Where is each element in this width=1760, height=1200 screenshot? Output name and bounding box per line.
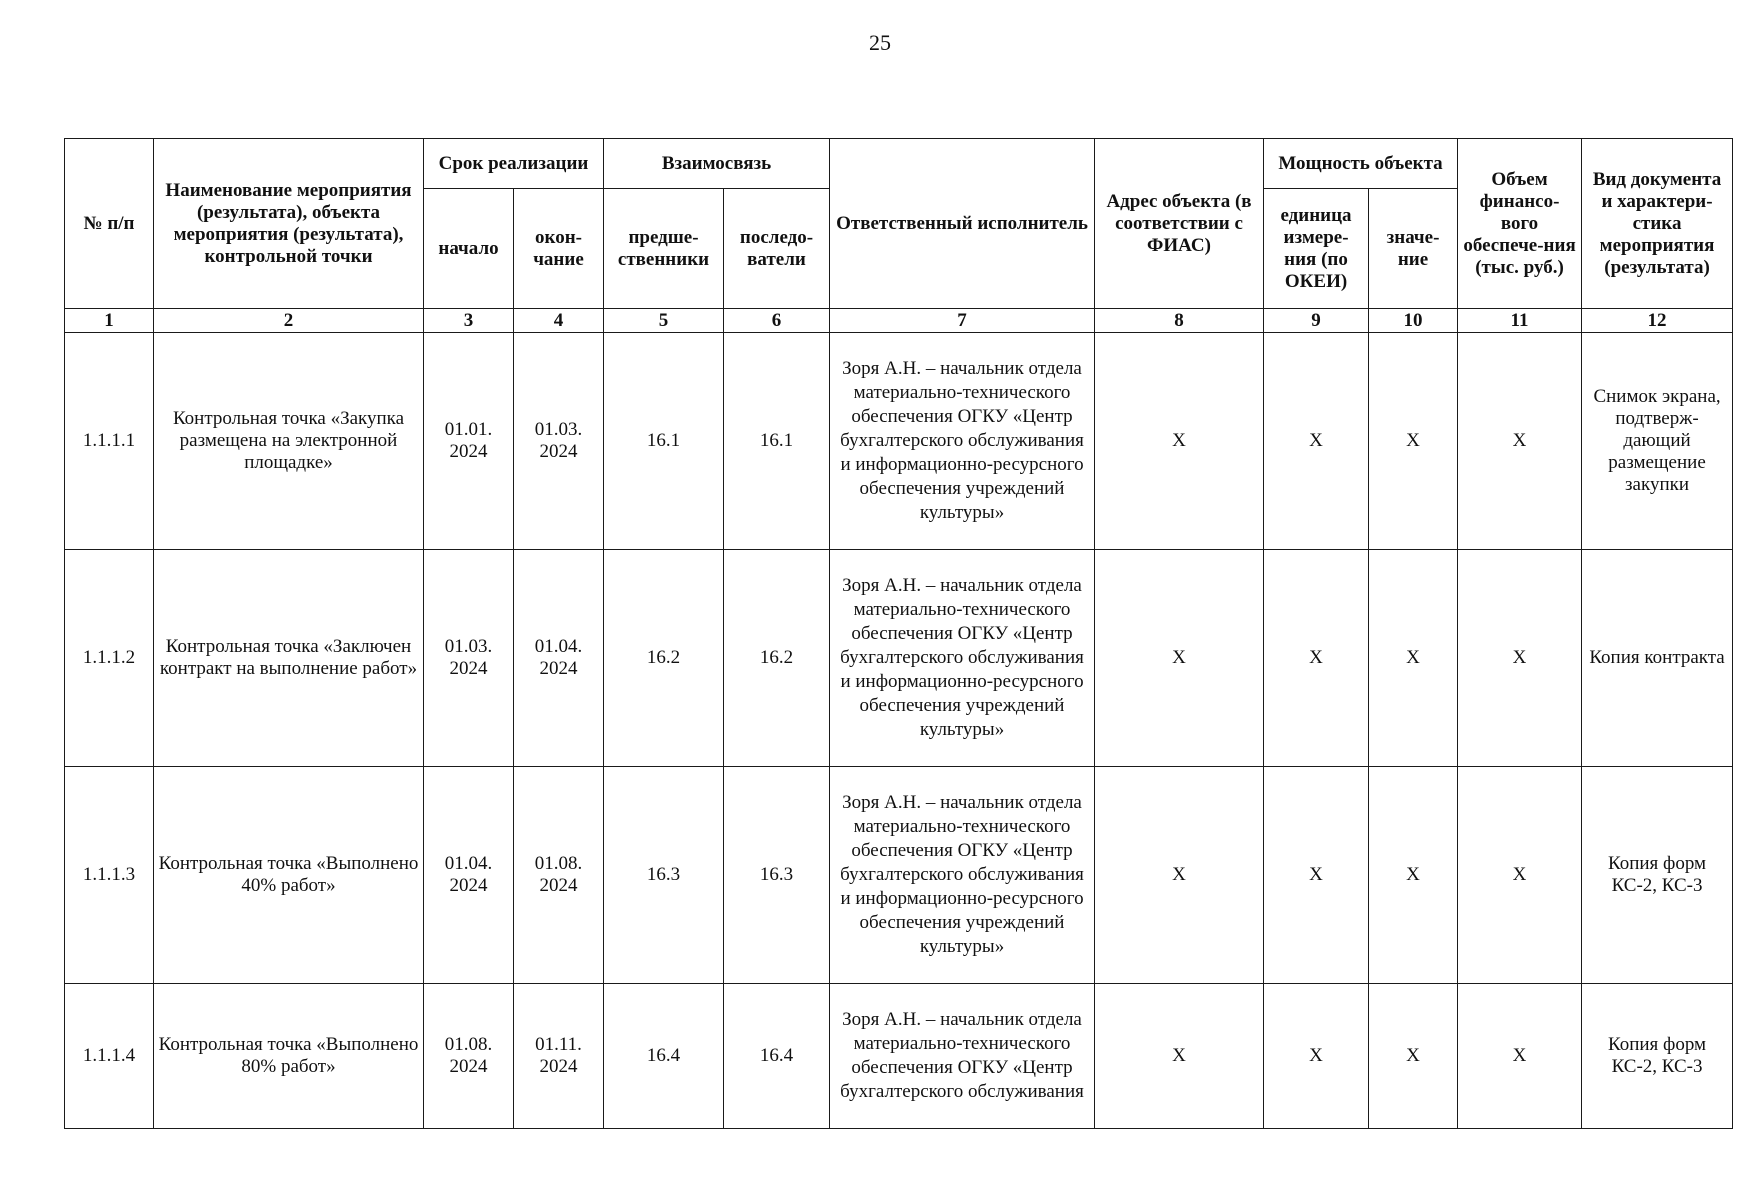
row-document: Копия форм КС-2, КС-3: [1582, 984, 1733, 1129]
row-finance: X: [1458, 550, 1582, 767]
column-number: 9: [1264, 309, 1369, 333]
column-number: 1: [65, 309, 154, 333]
row-document: Копия контракта: [1582, 550, 1733, 767]
row-finance: X: [1458, 984, 1582, 1129]
header-unit: единица измере-ния (по ОКЕИ): [1264, 189, 1369, 309]
page-number: 25: [869, 30, 891, 55]
table-row: [65, 767, 1733, 984]
row-name: Контрольная точка «Выполнено 40% работ»: [154, 767, 424, 984]
row-end: 01.11. 2024: [514, 984, 604, 1129]
column-number: 6: [724, 309, 830, 333]
row-value: X: [1369, 333, 1458, 550]
header-term-group: Срок реализации: [424, 139, 604, 189]
column-numbers-row: [65, 309, 1733, 333]
column-number: 8: [1095, 309, 1264, 333]
row-executor: Зоря А.Н. – начальник отдела материально-технического обеспечения ОГКУ «Центр бухгалтерского обслуживания и информационно-ресурсного обеспечения учреждений культуры»: [830, 550, 1095, 767]
row-document: Копия форм КС-2, КС-3: [1582, 767, 1733, 984]
header-successors: последо-ватели: [724, 189, 830, 309]
row-number: 1.1.1.3: [65, 767, 154, 984]
row-address: X: [1095, 767, 1264, 984]
row-end: 01.03. 2024: [514, 333, 604, 550]
column-number: 5: [604, 309, 724, 333]
header-finance: Объем финансо-вого обеспече-ния (тыс. руб.): [1458, 139, 1582, 309]
row-predecessors: 16.1: [604, 333, 724, 550]
row-address: X: [1095, 333, 1264, 550]
column-number: 10: [1369, 309, 1458, 333]
row-address: X: [1095, 550, 1264, 767]
table-row: [65, 984, 1733, 1129]
row-unit: X: [1264, 333, 1369, 550]
row-predecessors: 16.2: [604, 550, 724, 767]
header-start: начало: [424, 189, 514, 309]
header-address: Адрес объекта (в соответствии с ФИАС): [1095, 139, 1264, 309]
row-unit: X: [1264, 984, 1369, 1129]
column-number: 12: [1582, 309, 1733, 333]
row-end: 01.08. 2024: [514, 767, 604, 984]
row-finance: X: [1458, 333, 1582, 550]
header-capacity-group: Мощность объекта: [1264, 139, 1458, 189]
row-number: 1.1.1.2: [65, 550, 154, 767]
header-end: окон-чание: [514, 189, 604, 309]
row-successors: 16.3: [724, 767, 830, 984]
row-start: 01.03. 2024: [424, 550, 514, 767]
row-unit: X: [1264, 550, 1369, 767]
row-name: Контрольная точка «Закупка размещена на электронной площадке»: [154, 333, 424, 550]
row-unit: X: [1264, 767, 1369, 984]
header-link-group: Взаимосвязь: [604, 139, 830, 189]
row-name: Контрольная точка «Заключен контракт на выполнение работ»: [154, 550, 424, 767]
row-predecessors: 16.4: [604, 984, 724, 1129]
row-number: 1.1.1.4: [65, 984, 154, 1129]
row-successors: 16.2: [724, 550, 830, 767]
row-successors: 16.1: [724, 333, 830, 550]
table-row: [65, 550, 1733, 767]
row-value: X: [1369, 984, 1458, 1129]
column-number: 7: [830, 309, 1095, 333]
row-value: X: [1369, 767, 1458, 984]
row-end: 01.04. 2024: [514, 550, 604, 767]
table-row: [65, 333, 1733, 550]
header-predecessors: предше-ственники: [604, 189, 724, 309]
column-number: 3: [424, 309, 514, 333]
row-name: Контрольная точка «Выполнено 80% работ»: [154, 984, 424, 1129]
column-number: 11: [1458, 309, 1582, 333]
row-start: 01.08. 2024: [424, 984, 514, 1129]
row-value: X: [1369, 550, 1458, 767]
row-address: X: [1095, 984, 1264, 1129]
row-finance: X: [1458, 767, 1582, 984]
header-row-top: [65, 139, 1733, 189]
row-executor: Зоря А.Н. – начальник отдела материально-технического обеспечения ОГКУ «Центр бухгалтерского обслуживания и информационно-ресурсного обеспечения учреждений культуры»: [830, 767, 1095, 984]
row-successors: 16.4: [724, 984, 830, 1129]
header-number: № п/п: [65, 139, 154, 309]
column-number: 4: [514, 309, 604, 333]
header-document: Вид документа и характери-стика мероприятия (результата): [1582, 139, 1733, 309]
row-predecessors: 16.3: [604, 767, 724, 984]
header-value: значе-ние: [1369, 189, 1458, 309]
row-executor: Зоря А.Н. – начальник отдела материально-технического обеспечения ОГКУ «Центр бухгалтерского обслуживания: [830, 984, 1095, 1129]
row-document: Снимок экрана, подтверж-дающий размещение закупки: [1582, 333, 1733, 550]
row-executor: Зоря А.Н. – начальник отдела материально-технического обеспечения ОГКУ «Центр бухгалтерского обслуживания и информационно-ресурсного обеспечения учреждений культуры»: [830, 333, 1095, 550]
row-number: 1.1.1.1: [65, 333, 154, 550]
implementation-plan-table: [64, 138, 1733, 1129]
row-start: 01.01. 2024: [424, 333, 514, 550]
row-start: 01.04. 2024: [424, 767, 514, 984]
header-executor: Ответственный исполнитель: [830, 139, 1095, 309]
header-name: Наименование мероприятия (результата), объекта мероприятия (результата), контрольной точки: [154, 139, 424, 309]
column-number: 2: [154, 309, 424, 333]
